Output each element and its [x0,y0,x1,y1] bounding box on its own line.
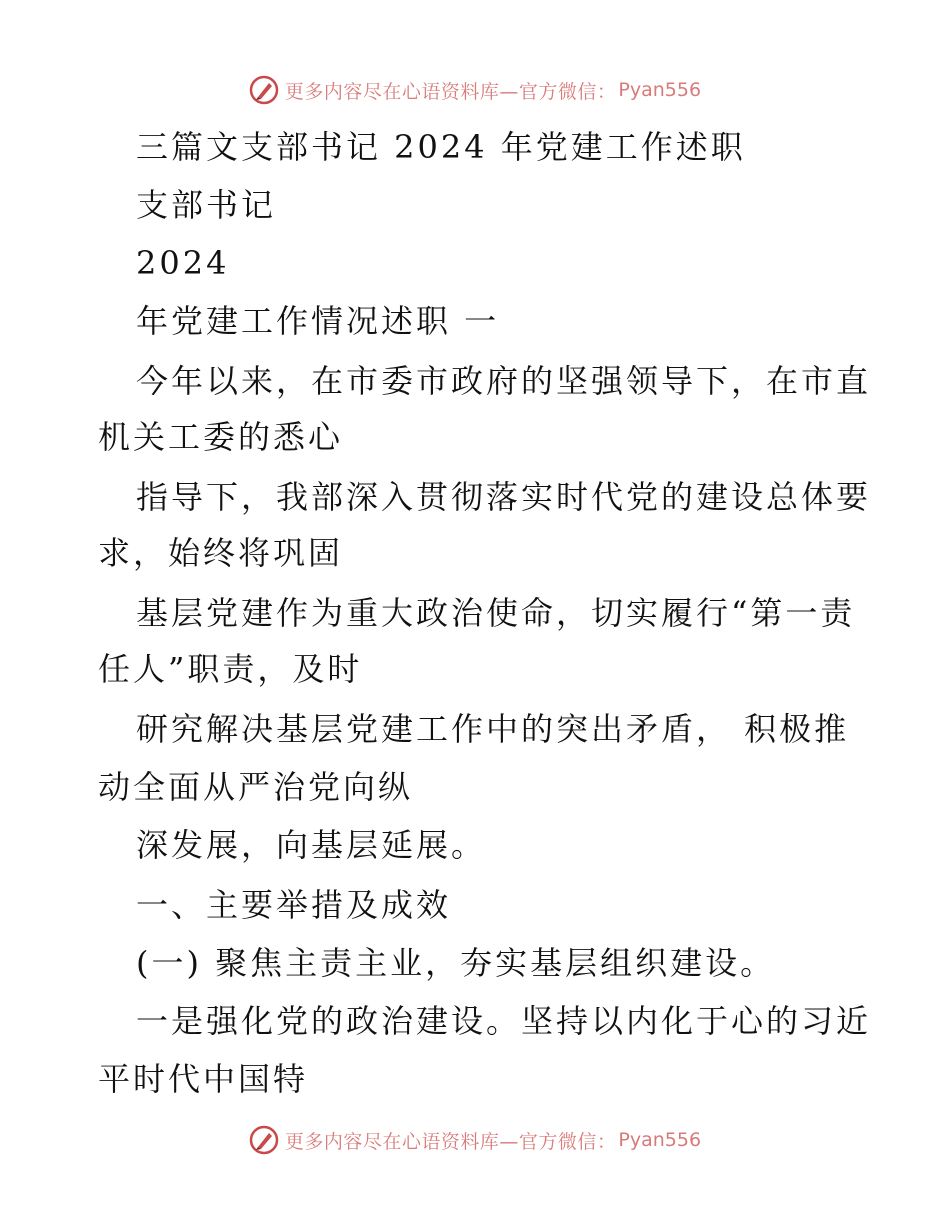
section-heading: 一、主要举措及成效 [136,886,452,924]
doc-line: 深发展，向基层延展。 [136,826,487,864]
doc-line: 指导下，我部深入贯彻落实时代党的建设总体要 [136,478,872,516]
doc-line: 基层党建作为重大政治使命，切实履行“第一责 [136,594,856,632]
doc-line: 求，始终将巩固 [98,534,344,572]
doc-line: 研究解决基层党建工作中的突出矛盾， 积极推 [136,710,850,748]
watermark-wechat-id: Pyan556 [618,79,702,101]
pen-logo-icon [249,75,279,105]
doc-line: 一是强化党的政治建设。坚持以内化于心的习近 [136,1002,872,1040]
watermark-text: 更多内容尽在心语资料库—官方微信： [284,1130,617,1153]
doc-line: 2024 [136,244,230,282]
doc-line: 平时代中国特 [98,1060,309,1098]
doc-line: 支部书记 [136,186,277,224]
doc-line: 机关工委的悉心 [98,418,344,456]
pen-logo-icon [249,1125,279,1155]
watermark-text: 更多内容尽在心语资料库—官方微信： [284,80,617,103]
doc-line: 年党建工作情况述职 一 [136,302,500,340]
doc-line: 今年以来，在市委市政府的坚强领导下，在市直 [136,362,872,400]
watermark-wechat-id: Pyan556 [618,1129,702,1151]
watermark-header [0,70,950,110]
doc-line: 任人”职责，及时 [98,650,363,688]
subsection-heading: (一) 聚焦主责主业，夯实基层组织建设。 [136,944,776,982]
doc-title: 三篇文支部书记 2024 年党建工作述职 [136,128,746,166]
watermark-footer [0,1120,950,1160]
doc-line: 动全面从严治党向纵 [98,768,414,806]
